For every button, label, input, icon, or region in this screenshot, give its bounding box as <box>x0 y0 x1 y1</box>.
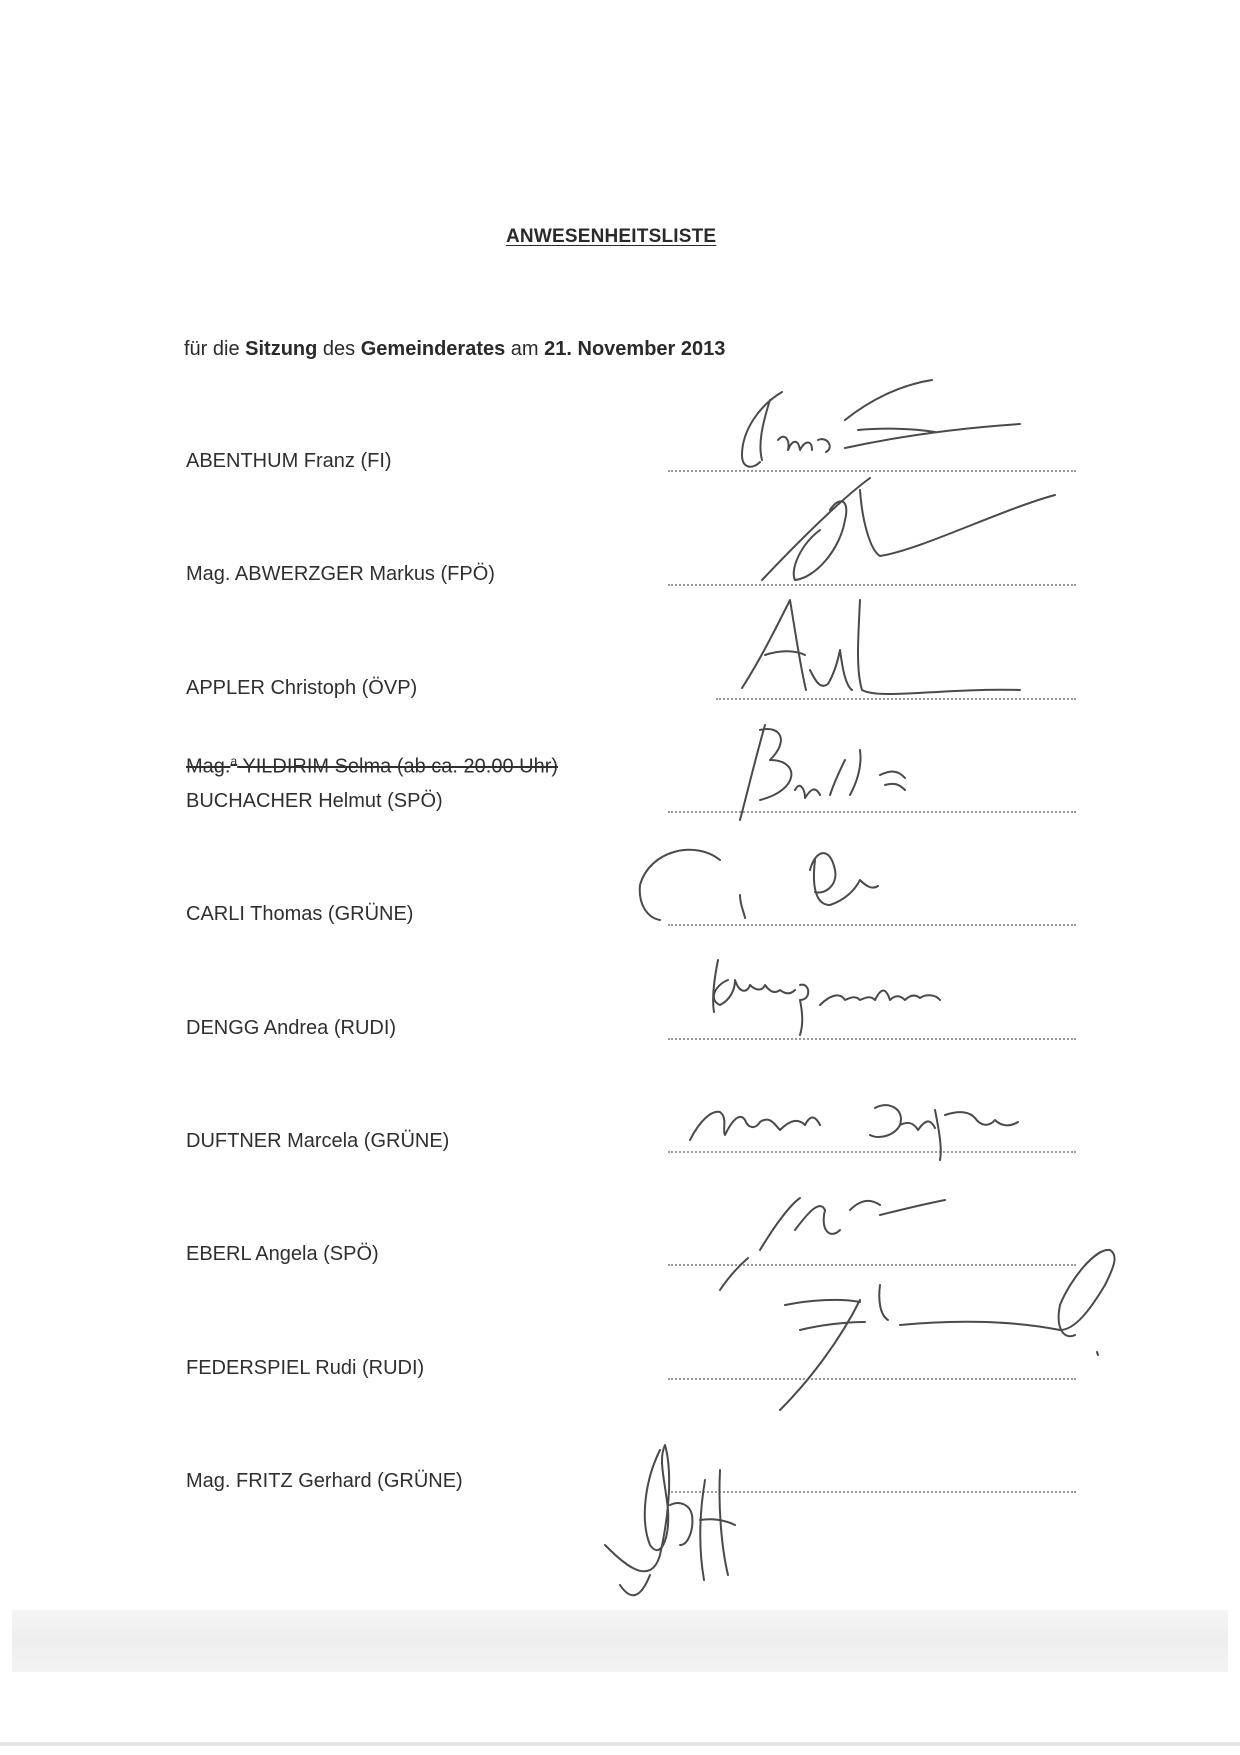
signature-line <box>668 1151 1076 1153</box>
bottom-edge-line <box>0 1742 1240 1746</box>
signature-appler <box>742 600 1020 694</box>
attendee-name: Mag. FRITZ Gerhard (GRÜNE) <box>186 1470 463 1492</box>
attendee-name: DENGG Andrea (RUDI) <box>186 1017 397 1039</box>
struck-prefix: Mag. <box>186 755 231 778</box>
meeting-intro <box>184 338 725 361</box>
signature-line <box>668 1038 1076 1040</box>
signature-buchacher <box>740 725 905 820</box>
struck-sup: a <box>230 754 238 768</box>
document-title: ANWESENHEITSLISTE <box>506 226 717 247</box>
signature-line <box>668 584 1076 586</box>
signature-line <box>668 1264 1076 1266</box>
intro-prefix: für die <box>184 338 246 360</box>
attendee-name: DUFTNER Marcela (GRÜNE) <box>186 1130 450 1152</box>
intro-am: am <box>505 338 545 360</box>
attendee-name: BUCHACHER Helmut (SPÖ) <box>186 790 443 812</box>
signature-line <box>668 1378 1076 1380</box>
signature-fritz <box>605 1445 735 1595</box>
scan-footer-band <box>12 1610 1228 1672</box>
attendee-name: Mag. ABWERZGER Markus (FPÖ) <box>186 563 495 585</box>
intro-sitzung: Sitzung <box>245 338 318 360</box>
signature-line <box>668 811 1076 813</box>
signature-abwerzger <box>762 478 1055 580</box>
signature-line <box>668 470 1076 472</box>
signature-line <box>668 924 1076 926</box>
signature-federspiel <box>780 1250 1115 1410</box>
meeting-date: 21. November 2013 <box>544 338 726 360</box>
attendee-name: CARLI Thomas (GRÜNE) <box>186 903 414 925</box>
attendee-name: EBERL Angela (SPÖ) <box>186 1243 379 1265</box>
struck-attendee-name <box>186 754 558 779</box>
signature-eberl <box>720 1198 945 1290</box>
signature-carli <box>640 850 878 920</box>
attendee-name: FEDERSPIEL Rudi (RUDI) <box>186 1357 425 1379</box>
signature-line <box>668 1491 1076 1493</box>
intro-des: des <box>317 338 361 360</box>
attendee-name: ABENTHUM Franz (FI) <box>186 450 392 472</box>
signature-dengg <box>713 960 940 1035</box>
struck-rest: YILDIRIM Selma (ab ca. 20.00 Uhr) <box>237 755 559 778</box>
attendee-name: APPLER Christoph (ÖVP) <box>186 677 418 699</box>
signature-abenthum <box>742 380 1020 467</box>
signature-line <box>716 698 1076 700</box>
intro-gemeinderat: Gemeinderates <box>360 338 506 360</box>
